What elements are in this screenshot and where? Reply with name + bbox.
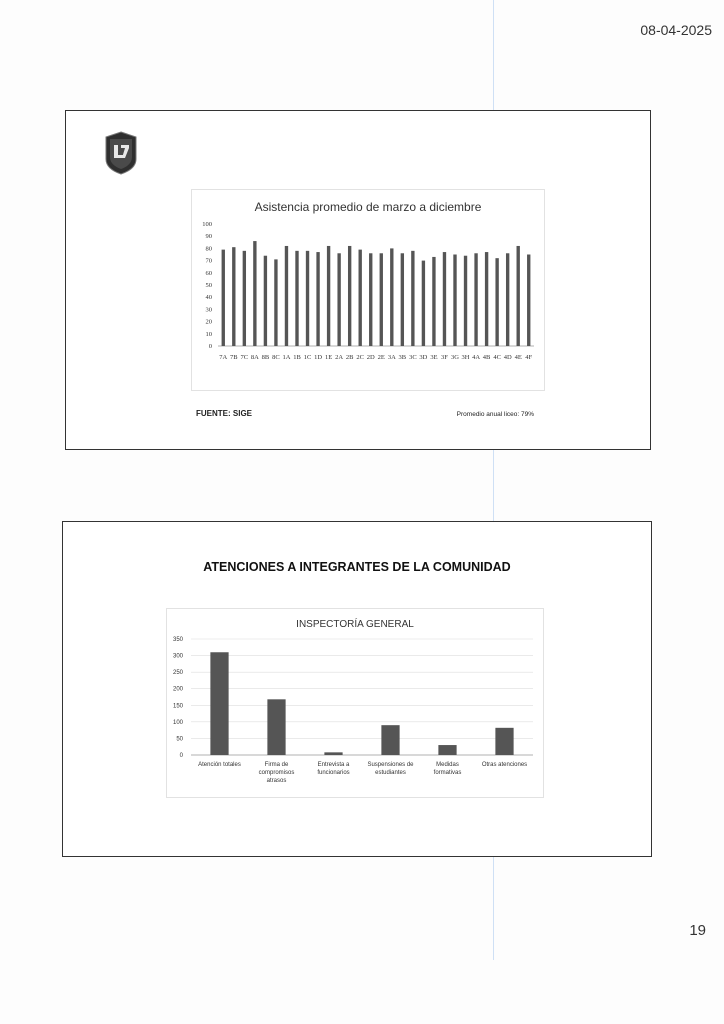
slide-attendance bbox=[65, 110, 651, 450]
y-tick-label: 0 bbox=[179, 753, 183, 759]
y-tick-label: 250 bbox=[172, 670, 183, 677]
x-tick-label: 2C bbox=[356, 354, 364, 361]
bar-4 bbox=[438, 745, 456, 755]
bar-3A bbox=[390, 248, 393, 346]
x-tick-label: 2E bbox=[377, 354, 385, 361]
x-tick-label-line: funcionarios bbox=[317, 770, 350, 776]
x-tick-label: 7A bbox=[219, 354, 228, 361]
bar-2B bbox=[348, 246, 351, 346]
y-tick-label: 50 bbox=[176, 736, 183, 743]
bar-8C bbox=[274, 259, 277, 346]
bar-3H bbox=[464, 256, 467, 346]
x-tick-label bbox=[303, 761, 365, 777]
x-tick-label bbox=[360, 761, 422, 777]
x-tick-label: 4A bbox=[472, 354, 481, 361]
x-tick-label: 3H bbox=[461, 354, 470, 361]
x-tick-label-line: atrasos bbox=[266, 778, 287, 784]
y-tick-label: 90 bbox=[205, 233, 212, 241]
x-tick-label-line: Otras atenciones bbox=[481, 762, 528, 768]
x-tick-label: 1C bbox=[303, 354, 312, 361]
y-tick-label: 30 bbox=[205, 306, 212, 314]
bar-7A bbox=[222, 250, 225, 346]
y-tick-label: 150 bbox=[172, 703, 183, 710]
y-tick-label: 0 bbox=[208, 343, 212, 350]
school-logo-icon bbox=[104, 131, 138, 175]
y-tick-label: 100 bbox=[172, 719, 183, 726]
bar-3B bbox=[401, 253, 404, 346]
y-tick-label: 20 bbox=[205, 318, 212, 326]
x-tick-label: 3E bbox=[430, 354, 438, 361]
bar-4D bbox=[506, 253, 509, 346]
y-tick-label: 80 bbox=[205, 245, 212, 253]
page-date: 08-04-2025 bbox=[640, 22, 712, 38]
x-tick-label: 1A bbox=[282, 354, 291, 361]
bar-1E bbox=[327, 246, 330, 346]
x-tick-label: 2A bbox=[335, 354, 344, 361]
bar-1 bbox=[267, 699, 285, 755]
x-tick-label: 3F bbox=[441, 354, 448, 361]
x-tick-label-line: compromisos bbox=[258, 770, 295, 776]
x-tick-label: 3C bbox=[409, 354, 417, 361]
bar-7B bbox=[232, 247, 235, 346]
bar-3G bbox=[453, 255, 456, 347]
bar-1C bbox=[306, 251, 309, 346]
bar-2D bbox=[369, 253, 372, 346]
x-tick-label: 3G bbox=[451, 354, 459, 361]
slide-attentions bbox=[62, 521, 652, 857]
bar-4C bbox=[495, 258, 498, 346]
x-tick-label-line: Firma de bbox=[264, 762, 289, 768]
x-tick-label bbox=[474, 761, 536, 769]
y-tick-label: 40 bbox=[205, 294, 212, 302]
x-tick-label: 1B bbox=[293, 354, 301, 361]
x-tick-label: 4E bbox=[514, 354, 522, 361]
y-tick-label: 200 bbox=[172, 686, 183, 693]
x-tick-label: 8A bbox=[250, 354, 259, 361]
data-source-label: FUENTE: SIGE bbox=[196, 409, 253, 418]
x-tick-label-line: Atención totales bbox=[198, 762, 241, 768]
slide-heading: ATENCIONES A INTEGRANTES DE LA COMUNIDAD bbox=[203, 560, 511, 574]
bar-0 bbox=[210, 652, 228, 755]
x-tick-label: 4C bbox=[493, 354, 501, 361]
x-tick-label: 1D bbox=[314, 354, 323, 361]
x-tick-label bbox=[246, 761, 308, 785]
y-tick-label: 70 bbox=[205, 257, 212, 265]
x-tick-label: 3B bbox=[398, 354, 407, 361]
x-tick-label bbox=[417, 761, 479, 777]
x-tick-label: 8B bbox=[261, 354, 270, 361]
x-tick-label-line: Suspensiones de bbox=[367, 762, 414, 768]
x-tick-label: 4B bbox=[482, 354, 491, 361]
attendance-chart bbox=[191, 189, 545, 391]
bar-1D bbox=[316, 252, 319, 346]
bar-4A bbox=[474, 253, 477, 346]
x-tick-label: 2D bbox=[366, 354, 375, 361]
bar-3D bbox=[422, 261, 425, 346]
x-tick-label bbox=[189, 761, 251, 769]
x-tick-label-line: estudiantes bbox=[375, 770, 406, 776]
x-tick-label: 4D bbox=[503, 354, 512, 361]
y-tick-label: 50 bbox=[205, 282, 212, 289]
bar-1B bbox=[295, 251, 298, 346]
y-tick-label: 10 bbox=[205, 330, 212, 338]
bar-8B bbox=[264, 256, 267, 346]
bar-5 bbox=[495, 728, 513, 755]
bar-3 bbox=[381, 725, 399, 755]
bar-2 bbox=[324, 752, 342, 755]
x-tick-label: 8C bbox=[272, 354, 280, 361]
y-tick-label: 60 bbox=[205, 269, 212, 277]
bar-2A bbox=[337, 253, 340, 346]
y-tick-label: 100 bbox=[202, 221, 212, 228]
page-number: 19 bbox=[689, 922, 706, 939]
bar-4F bbox=[527, 255, 530, 347]
annual-average-label: Promedio anual liceo: 79% bbox=[456, 411, 534, 418]
chart-title: INSPECTORÍA GENERAL bbox=[296, 619, 414, 630]
bar-3C bbox=[411, 251, 414, 346]
bar-2E bbox=[380, 253, 383, 346]
attendance-chart-plot bbox=[192, 190, 544, 390]
x-tick-label: 4F bbox=[525, 354, 533, 361]
bar-3F bbox=[443, 252, 446, 346]
x-tick-label: 7B bbox=[230, 354, 238, 361]
x-tick-label-line: formativas bbox=[433, 770, 462, 776]
x-tick-label-line: Entrevista a bbox=[317, 762, 350, 768]
bar-8A bbox=[253, 241, 256, 346]
x-tick-label: 1E bbox=[324, 354, 333, 361]
bar-4B bbox=[485, 252, 488, 346]
x-tick-label: 2B bbox=[345, 354, 354, 361]
y-tick-label: 300 bbox=[172, 653, 183, 660]
x-tick-label-line: Medidas bbox=[436, 762, 459, 768]
bar-2C bbox=[359, 250, 362, 346]
bar-7C bbox=[243, 251, 246, 346]
x-tick-label: 3D bbox=[419, 354, 428, 361]
chart-title: Asistencia promedio de marzo a diciembre bbox=[254, 200, 482, 214]
bar-1A bbox=[285, 246, 288, 346]
bar-3E bbox=[432, 257, 435, 346]
bar-4E bbox=[517, 246, 520, 346]
x-tick-label: 7C bbox=[240, 354, 249, 361]
x-tick-label: 3A bbox=[387, 354, 396, 361]
y-tick-label: 350 bbox=[172, 637, 183, 643]
inspectoria-chart bbox=[166, 608, 544, 798]
